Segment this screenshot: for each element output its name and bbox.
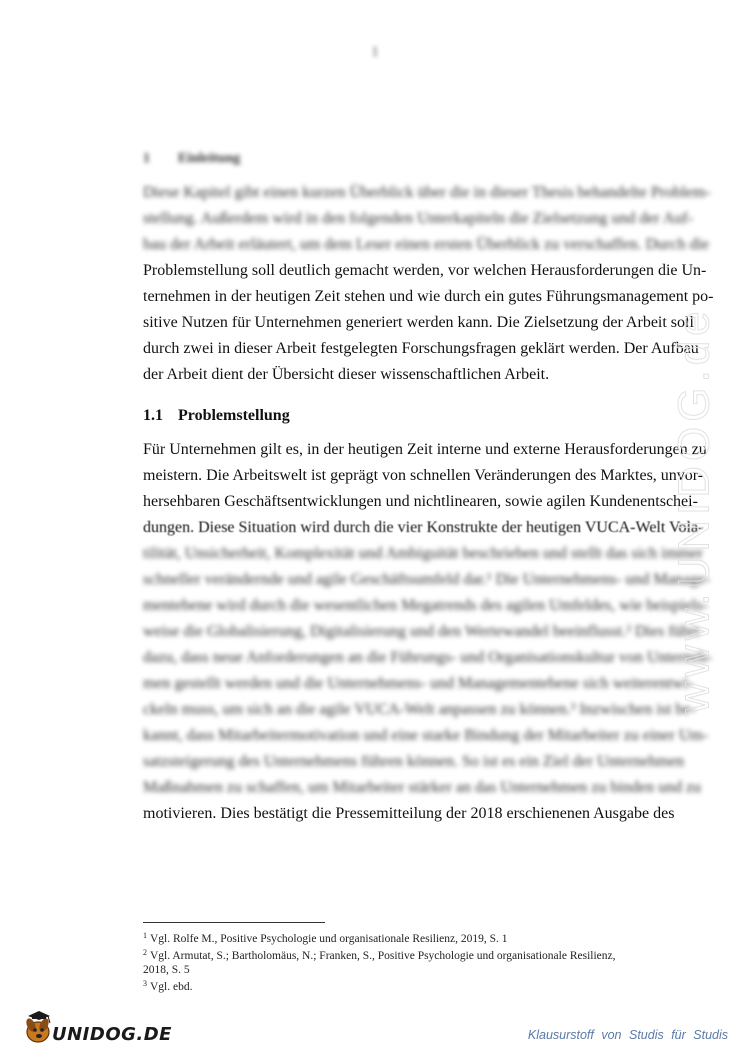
footnote-mark: 3: [143, 979, 147, 988]
footnote-mark: 2: [143, 948, 147, 957]
footnotes: [143, 929, 623, 994]
section-number: 1.1: [143, 407, 163, 424]
footnote-text: Vgl. Armutat, S.; Bartholomäus, N.; Franken, S., Positive Psychologie und organisationale Resilienz, 2018, S. 5: [143, 950, 616, 976]
unidog-logo[interactable]: [22, 1010, 172, 1050]
footnote-1: [143, 929, 623, 946]
intro-line: bau der Arbeit erläutert, um dem Leser einen ersten Überblick zu verschaffen. Durch die: [143, 236, 710, 253]
watermark: [660, 280, 730, 740]
problem-line: hersehbaren Geschäftsentwicklungen und nichtlinearen, sowie agilen Kundenentschei-: [143, 493, 698, 510]
chapter-number: 1: [143, 151, 150, 166]
problem-line: men gestellt werden und die Unternehmens- und Managementebene sich weiterentwi-: [143, 675, 694, 692]
footnote-text: Vgl. Rolfe M., Positive Psychologie und organisationale Resilienz, 2019, S. 1: [150, 933, 508, 945]
footnote-2: [143, 946, 623, 977]
problem-line: ckeln muss, um sich an die agile VUCA-Welt anpassen zu können.³ Inzwischen ist be-: [143, 701, 696, 718]
intro-line: ternehmen in der heutigen Zeit stehen und wie durch ein gutes Führungsmanagement po-: [143, 288, 714, 305]
intro-line: Problemstellung soll deutlich gemacht werden, vor welchen Herausforderungen die Un-: [143, 262, 707, 279]
footnote-mark: 1: [143, 931, 147, 940]
intro-line: sitive Nutzen für Unternehmen generiert werden kann. Die Zielsetzung der Arbeit soll: [143, 314, 694, 331]
intro-line: der Arbeit dient der Übersicht dieser wissenschaftlichen Arbeit.: [143, 366, 550, 383]
watermark-text: www.UNIDOG.de: [670, 306, 720, 714]
problem-line: schneller verändernde und agile Geschäftsumfeld dar.¹ Die Unternehmens- und Manage-: [143, 571, 711, 588]
problem-line: weise die Globalisierung, Digitalisierung und den Wertewandel beeinflusst.² Dies führt: [143, 623, 700, 640]
problem-line: mentebene wird durch die wesentlichen Megatrends des agilen Umfeldes, wie beispiels-: [143, 597, 708, 614]
problem-line: satzsteigerung des Unternehmens führen können. So ist es ein Ziel der Unternehmen: [143, 753, 685, 770]
problem-line: dazu, dass neue Anforderungen an die Führungs- und Organisationskultur von Unterneh-: [143, 649, 712, 666]
chapter-heading: [143, 151, 240, 167]
slogan: Klausurstoff von Studis für Studis: [527, 1028, 728, 1042]
footnote-divider: [143, 922, 325, 923]
problem-line: Für Unternehmen gilt es, in der heutigen Zeit interne und externe Herausforderungen zu: [143, 441, 707, 458]
logo-text: UNIDOG.DE: [52, 1024, 172, 1045]
problem-line: meistern. Die Arbeitswelt ist geprägt von schnellen Veränderungen des Marktes, unvor-: [143, 467, 704, 484]
problem-line: motivieren. Dies bestätigt die Pressemitteilung der 2018 erschienenen Ausgabe des: [143, 805, 675, 822]
problem-line: kannt, dass Mitarbeitermotivation und eine starke Bindung der Mitarbeiter zu einer Um-: [143, 727, 709, 744]
intro-line: durch zwei in dieser Arbeit festgelegten Forschungsfragen geklärt werden. Der Aufbau: [143, 340, 699, 357]
section-title: Problemstellung: [178, 407, 290, 424]
intro-paragraph: [143, 180, 714, 388]
intro-line: Diese Kapitel gibt einen kurzen Überblick über die in dieser Thesis behandelte Problem-: [143, 184, 711, 201]
footnote-3: [143, 977, 623, 994]
problem-line: dungen. Diese Situation wird durch die vier Konstrukte der heutigen VUCA-Welt Vola-: [143, 519, 704, 536]
intro-line: stellung. Außerdem wird in den folgenden Unterkapiteln die Zielsetzung und der Auf-: [143, 210, 694, 227]
section-heading: [143, 407, 290, 425]
page-number: 1: [371, 44, 379, 60]
problem-line: Maßnahmen zu schaffen, um Mitarbeiter stärker an das Unternehmen zu binden und zu: [143, 779, 702, 796]
chapter-title: Einleitung: [178, 151, 241, 166]
problem-line: tilität, Unsicherheit, Komplexität und Ambiguität beschrieben und stellt das sich immer: [143, 545, 703, 562]
footnote-text: Vgl. ebd.: [150, 981, 193, 993]
